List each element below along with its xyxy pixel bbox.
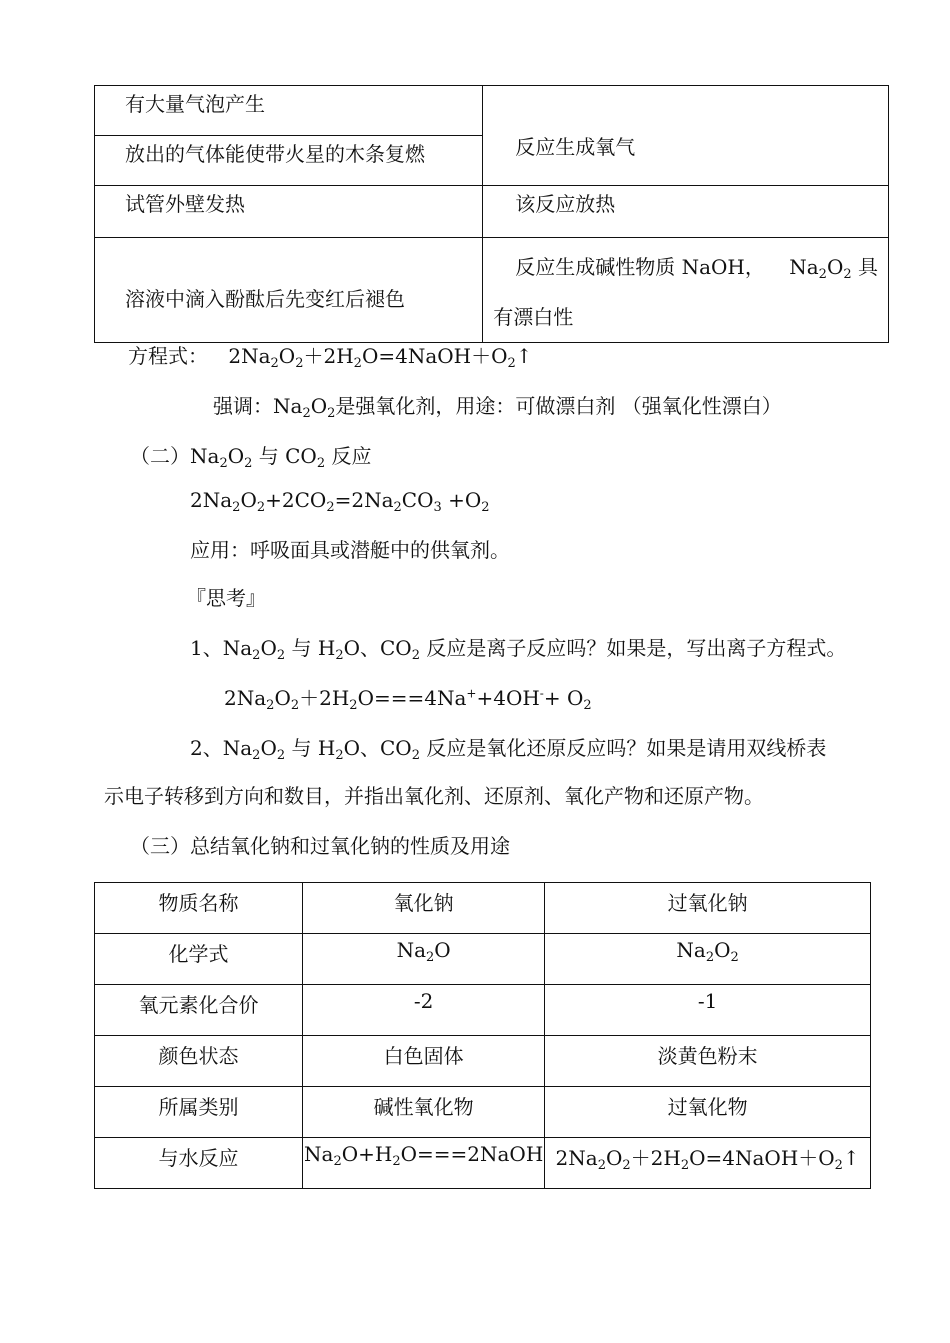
phenomenon-cell [95, 186, 483, 238]
conclusion-text: 具 [858, 255, 878, 279]
phenomenon-text: 试管外壁发热 [125, 192, 245, 216]
row-label: 所属类别 [95, 1087, 303, 1138]
question-2-continued: 示电子转移到方向和数目，并指出氧化剂、还原剂、氧化产物和还原产物。 [104, 784, 764, 808]
row-label: 氧元素化合价 [95, 985, 303, 1036]
cell: 碱性氧化物 [303, 1087, 545, 1138]
co2-equation: $2Na_2O_2+2CO_2=2Na_2CO_3 +O_2$ [190, 488, 490, 515]
phenomenon-text: 有大量气泡产生 [125, 92, 265, 116]
cell: 淡黄色粉末 [545, 1036, 871, 1087]
section2-heading: （二）$Na_2O_2$ 与 $CO_2$ 反应 [130, 444, 372, 471]
emphasis-line: 强调：$Na_2O_2$是强氧化剂，用途：可做漂白剂 （强氧化性漂白） [213, 394, 782, 421]
cell: $Na_2O_2$ [545, 934, 871, 985]
conclusion-text: 该反应放热 [515, 192, 616, 216]
cell: 白色固体 [303, 1036, 545, 1087]
cell: $2Na_2O_2+2H_2O=4NaOH+O_2↑$ [545, 1138, 871, 1189]
conclusion-cell [483, 186, 889, 238]
header-cell: 过氧化钠 [545, 883, 871, 934]
summary-table [94, 882, 871, 1189]
question-1: 1、$Na_2O_2$ 与 $H_2O$、$CO_2$ 反应是离子反应吗？如果是，写出离子方程式。 [190, 636, 847, 663]
cell: -2 [303, 985, 545, 1036]
equation-label: 方程式： [128, 344, 208, 368]
phenomenon-cell [95, 136, 483, 186]
conclusion-text: 反应生成碱性物质 NaOH， [515, 255, 765, 279]
experiment-table [94, 85, 889, 343]
header-cell: 氧化钠 [303, 883, 545, 934]
application-text: 应用：呼吸面具或潜艇中的供氧剂。 [190, 538, 510, 562]
phenomenon-cell [95, 238, 483, 343]
row-label: 颜色状态 [95, 1036, 303, 1087]
cell: -1 [545, 985, 871, 1036]
section3-heading: （三）总结氧化钠和过氧化钠的性质及用途 [130, 834, 510, 858]
row-label: 化学式 [95, 934, 303, 985]
equation-line: 方程式： $2Na_2O_2+2H_2O=4NaOH+O_2↑$ [128, 344, 533, 371]
row-label: 与水反应 [95, 1138, 303, 1189]
conclusion-cell [483, 86, 889, 186]
think-heading: 『思考』 [186, 586, 266, 610]
cell: 过氧化物 [545, 1087, 871, 1138]
phenomenon-text: 放出的气体能使带火星的木条复燃 [125, 142, 425, 166]
conclusion-text: 有漂白性 [493, 305, 574, 329]
question-2: 2、$Na_2O_2$ 与 $H_2O$、$CO_2$ 反应是氧化还原反应吗？如果是请用双线桥表 [190, 736, 827, 763]
cell: $Na_2O+H_2O===2NaOH$ [303, 1138, 545, 1189]
ionic-equation: $2Na_2O_2+2H_2O===4Na^++4OH^-+ O_2$ [224, 686, 592, 713]
conclusion-text: 反应生成氧气 [515, 135, 636, 159]
header-cell: 物质名称 [95, 883, 303, 934]
cell: $Na_2O$ [303, 934, 545, 985]
phenomenon-text: 溶液中滴入酚酞后先变红后褪色 [125, 287, 405, 311]
phenomenon-cell [95, 86, 483, 136]
conclusion-cell: 反应生成碱性物质 NaOH， $Na_2O_2$ 具 有漂白性 [483, 238, 889, 343]
